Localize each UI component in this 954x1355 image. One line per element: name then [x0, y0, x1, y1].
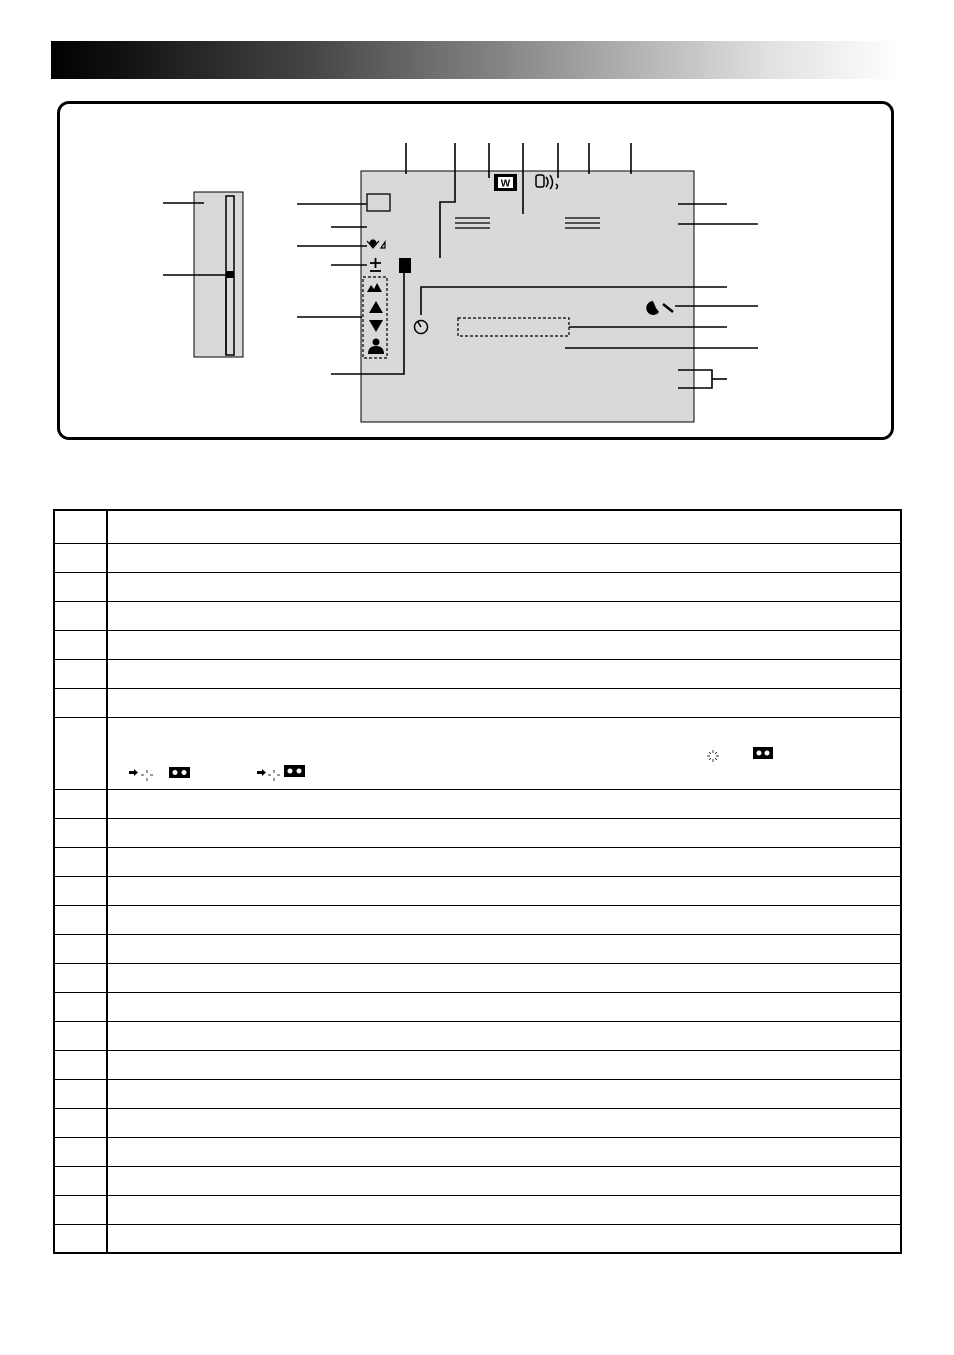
blink-icon	[268, 770, 280, 781]
arrow-icon	[257, 769, 266, 776]
table-row	[54, 963, 901, 992]
table-row	[54, 572, 901, 601]
viewfinder-screen	[361, 171, 694, 422]
table-row	[54, 1166, 901, 1195]
table-row	[54, 789, 901, 818]
table-row	[54, 1224, 901, 1253]
tape-cassette-icon	[753, 747, 773, 759]
arrow-icon	[129, 769, 138, 776]
table-row	[54, 659, 901, 688]
table-row	[54, 1050, 901, 1079]
telephoto-w-icon	[494, 174, 517, 191]
table-row	[54, 992, 901, 1021]
table-row	[54, 543, 901, 572]
table-row	[54, 717, 901, 789]
svg-text:W: W	[500, 178, 511, 190]
table-row	[54, 1079, 901, 1108]
table-row	[54, 688, 901, 717]
table-row	[54, 876, 901, 905]
table-row	[54, 847, 901, 876]
table-row	[54, 1108, 901, 1137]
blink-icon	[707, 750, 719, 762]
tape-cassette-icon	[284, 765, 305, 777]
table-row	[54, 1195, 901, 1224]
table-row	[54, 510, 901, 543]
table-row	[54, 601, 901, 630]
snapshot-mode-icon	[399, 258, 411, 273]
table-row	[54, 630, 901, 659]
tape-cassette-icon	[169, 767, 190, 778]
table-row	[54, 818, 901, 847]
legend-table	[53, 509, 902, 1254]
display-diagram	[0, 0, 954, 470]
blink-icon	[141, 770, 153, 781]
table-row	[54, 934, 901, 963]
table-row	[54, 1137, 901, 1166]
table-row	[54, 905, 901, 934]
table-row	[54, 1021, 901, 1050]
